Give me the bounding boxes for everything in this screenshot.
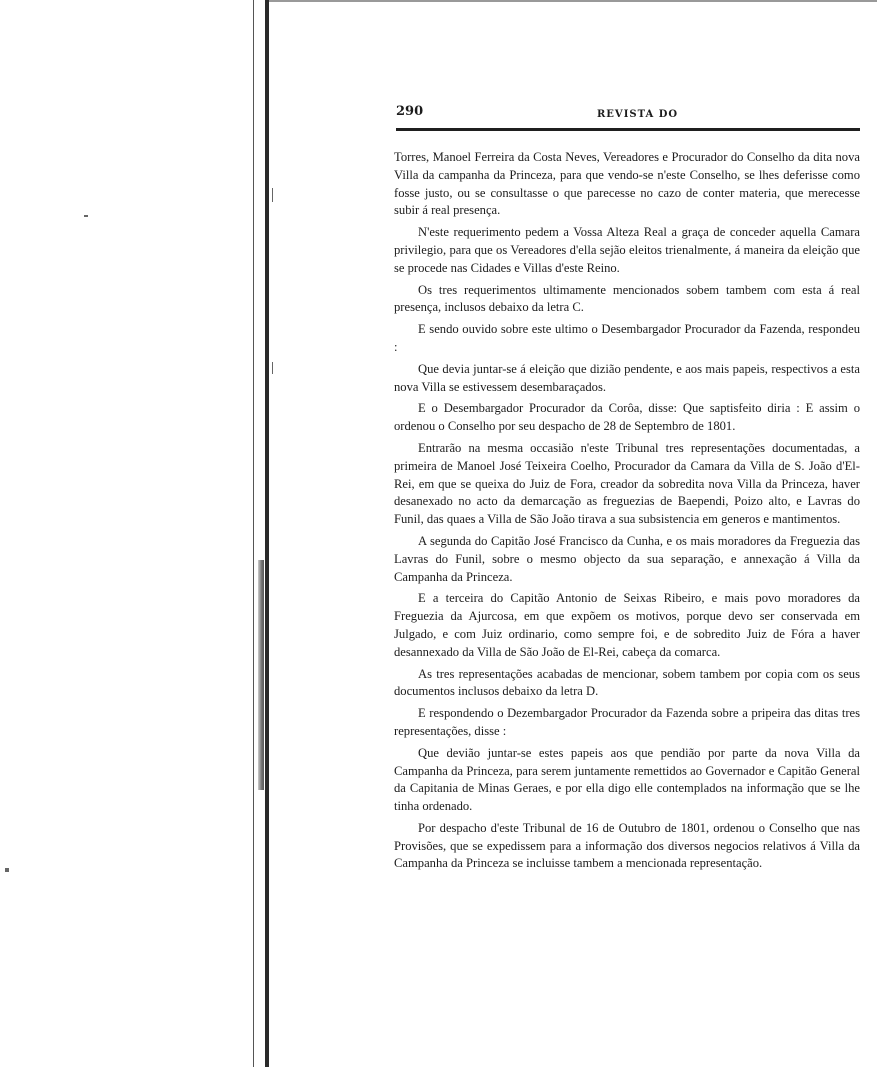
page-header bbox=[394, 104, 860, 128]
paper-speck bbox=[84, 215, 88, 217]
paragraph: As tres representações acabadas de mencionar, sobem tambem por copia com os seus documentos inclusos debaixo da letra D. bbox=[394, 666, 860, 699]
book-binding-edge bbox=[265, 0, 269, 1067]
paragraph: Que devião juntar-se estes papeis aos que pendião por parte da nova Villa da Campanha da Princeza, para serem juntamente remettidos ao Governador e Capitão General da Capitania de Minas Geraes, e por ella digo elle contemplados na informação que se lhe tinha ordenado. bbox=[394, 745, 860, 814]
body-text bbox=[394, 149, 860, 877]
paragraph: Torres, Manoel Ferreira da Costa Neves, Vereadores e Procurador do Conselho da dita nova Villa da campanha da Princeza, para que vendo-se n'este Conselho, se lhes deferisse como fosse justo, ou se consultasse o que parecesse no cazo de conter materia, que merecesse subir á real presença. bbox=[394, 150, 860, 218]
paragraph: Que devia juntar-se á eleição que dizião pendente, e aos mais papeis, respectivos a esta nova Villa se estivessem desembaraçados. bbox=[394, 361, 860, 394]
paragraph: E sendo ouvido sobre este ultimo o Desembargador Procurador da Fazenda, respondeu : bbox=[394, 322, 860, 354]
paragraph: Entrarão na mesma occasião n'este Tribunal tres representações documentadas, a primeira de Manoel José Teixeira Coelho, Procurador da Camara da Villa de S. João d'El-Rei, em que se queixa do Juiz de Fora, creador da sobredita nova Villa da Princeza, haver desanexado no acto da demarcação as freguezias de Baependi, Poizo alto, e Lavras do Funil, das quaes a Villa de São João tirava a sua subsistencia em generos e mantimentos. bbox=[394, 440, 860, 527]
running-head: REVISTA DO bbox=[597, 109, 679, 120]
paper-speck bbox=[5, 868, 9, 872]
paragraph: Por despacho d'este Tribunal de 16 de Outubro de 1801, ordenou o Conselho que nas Provisões, que se expedissem para a informação dos diversos negocios relativos á Villa da Campanha da Princeza se incluisse tambem a mencionada representação. bbox=[394, 820, 860, 871]
page-number: 290 bbox=[396, 104, 424, 119]
paragraph: E respondendo o Dezembargador Procurador da Fazenda sobre a pripeira das ditas tres representações, disse : bbox=[394, 706, 860, 738]
page-top-edge bbox=[268, 0, 877, 2]
paragraph: E a terceira do Capitão Antonio de Seixas Ribeiro, e mais povo moradores da Freguezia da Ajurcosa, em que expõem os motivos, porque devo ser conservada em Julgado, e com Juiz ordinario, como sempre foi, e de sobredito Juiz de Fóra a haver desannexado da Villa de São João de El-Rei, cabeça da comarca. bbox=[394, 591, 860, 659]
header-rule bbox=[396, 128, 860, 131]
paper-speck bbox=[272, 188, 273, 202]
paragraph: N'este requerimento pedem a Vossa Alteza Real a graça de conceder aquella Camara privilegio, para que os Vereadores d'ella sejão eleitos trienalmente, á maneira da eleição que se procede nas Cidades e Villas d'este Reino. bbox=[394, 225, 860, 275]
paragraph: E o Desembargador Procurador da Corôa, disse: Que saptisfeito diria : E assim o ordenou o Conselho por seu despacho de 28 de Septembro de 1801. bbox=[394, 401, 860, 434]
binding-shadow bbox=[258, 560, 264, 790]
paragraph: A segunda do Capitão José Francisco da Cunha, e os mais moradores da Freguezia das Lavras do Funil, sobre o mesmo objecto da sua separação, e annexação á Villa da Campanha da Princeza. bbox=[394, 533, 860, 584]
paper-speck bbox=[272, 362, 273, 374]
paragraph: Os tres requerimentos ultimamente mencionados sobem tambem com esta á real presença, inclusos debaixo da letra C. bbox=[394, 282, 860, 315]
binding-fold-line bbox=[253, 0, 254, 1067]
